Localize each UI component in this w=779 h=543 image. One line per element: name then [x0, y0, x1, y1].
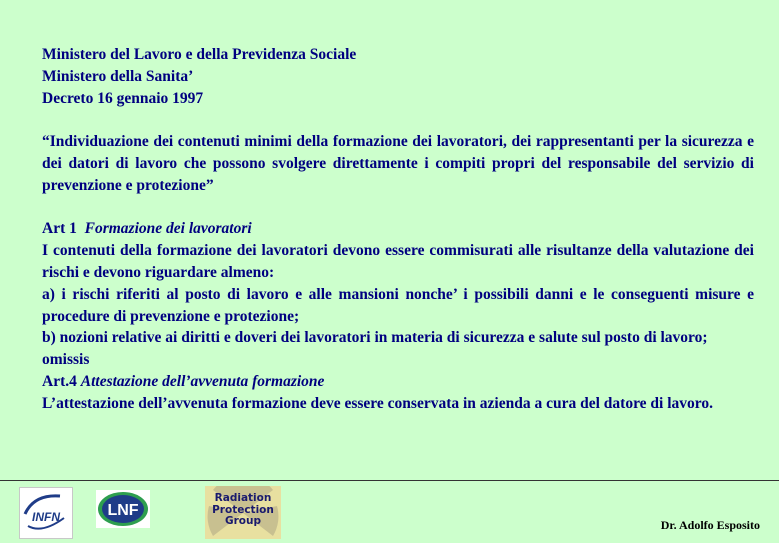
infn-logo: [19, 487, 73, 539]
radiation-protection-group-logo: [205, 486, 281, 539]
art1-title: Formazione dei lavoratori: [84, 220, 252, 238]
art4-title: Attestazione dell’avvenuta formazione: [80, 372, 325, 390]
omissis-text: omissis: [42, 351, 90, 369]
decree-title-quote: “Individuazione dei contenuti minimi della formazione dei lavoratori, dei rappresentanti per la sicurezza e dei datori di lavoro che possono svolgere direttamente i compiti propri del responsabile del servizio di prevenzione e protezione”: [42, 133, 754, 194]
lnf-logo-icon: [96, 490, 150, 528]
slide-content: [42, 44, 754, 415]
rpg-line-1: Radiation: [214, 492, 272, 504]
art4-label: Art.4: [42, 372, 77, 390]
art1-item-b: b) nozioni relative ai diritti e doveri dei lavoratori in materia di sicurezza e salute sul posto di lavoro;: [42, 329, 708, 347]
rpg-logo-text: [205, 493, 281, 528]
ministry-line-2: Ministero della Sanita’: [42, 67, 194, 85]
art4-text: L’attestazione dell’avvenuta formazione deve essere conservata in azienda a cura del datore di lavoro.: [42, 394, 714, 412]
infn-logo-text: INFN: [32, 510, 60, 524]
footer-divider: [0, 480, 779, 481]
decree-line: Decreto 16 gennaio 1997: [42, 89, 204, 107]
infn-logo-icon: [20, 488, 72, 538]
lnf-logo-text: LNF: [107, 502, 139, 519]
lnf-logo: [96, 490, 150, 528]
art1-heading: [42, 218, 754, 240]
ministry-line-1: Ministero del Lavoro e della Previdenza Sociale: [42, 46, 357, 63]
art4-heading: [42, 371, 754, 393]
art1-intro: I contenuti della formazione dei lavoratori devono essere commisurati alle risultanze della valutazione dei rischi e devono riguardare almeno:: [42, 242, 754, 281]
art1-item-a: a) i rischi riferiti al posto di lavoro e alle mansioni nonche’ i possibili danni e le conseguenti misure e procedure di prevenzione e protezione;: [42, 285, 754, 325]
author-name: Dr. Adolfo Esposito: [660, 518, 760, 532]
rpg-line-3: Group: [224, 515, 261, 527]
rpg-line-2: Protection: [212, 503, 274, 516]
art1-label: Art 1: [42, 220, 77, 238]
